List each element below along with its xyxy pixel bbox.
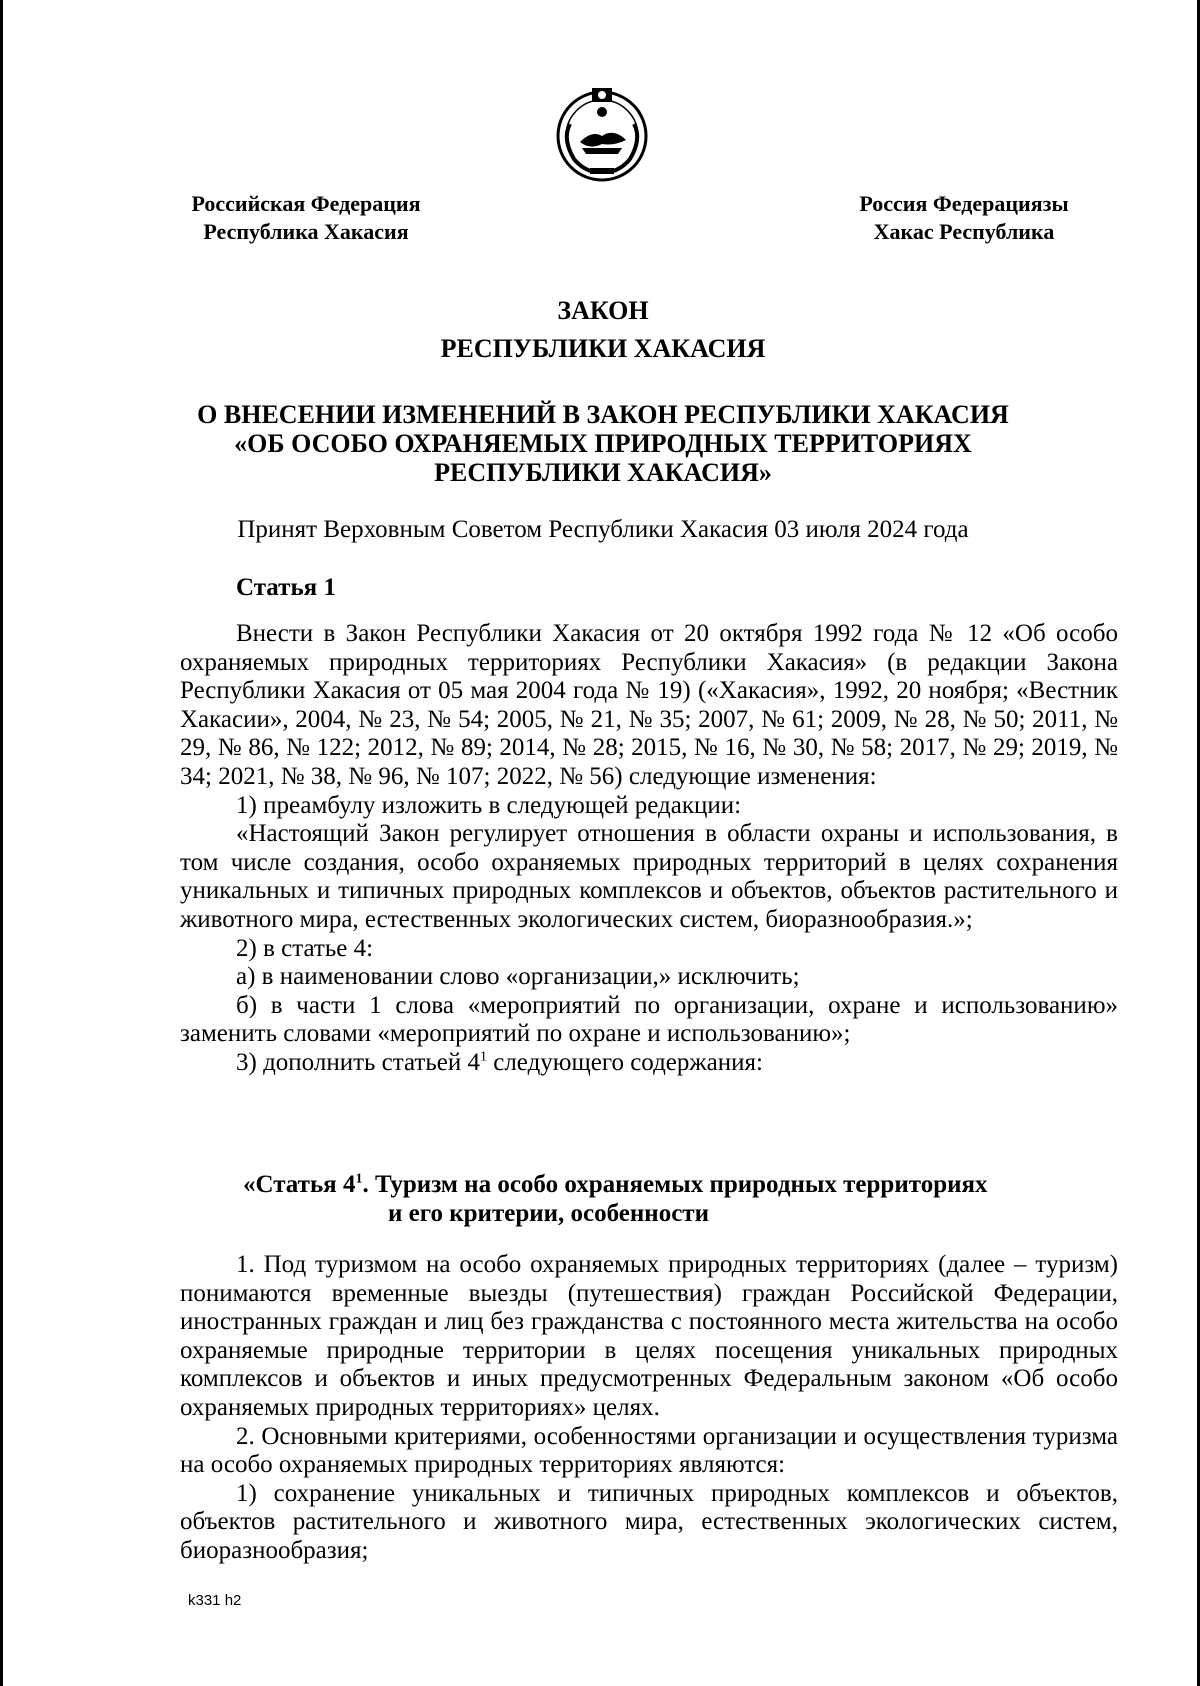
paragraph: 1. Под туризмом на особо охраняемых природных территориях (далее – туризм) понимаются временные выезды (путешествия) граждан Российской Федерации, иностранных граждан и лиц без гражданства с постоянного места жительства на особо охраняемые природные территории в целях посещения уникальных природных комплексов и объектов и иных предусмотренных Федеральным законом «Об особо охраняемых природных территориях» целях. — [180, 1251, 1118, 1421]
adoption-note: Принят Верховным Советом Республики Хакасия 03 июля 2024 года — [237, 516, 969, 543]
paragraph: 2. Основными критериями, особенностями организации и осуществления туризма на особо охраняемых природных территориях являются: — [180, 1422, 1118, 1479]
header-left-block — [181, 190, 431, 246]
subtitle-line: О ВНЕСЕНИИ ИЗМЕНЕНИЙ В ЗАКОН РЕСПУБЛИКИ ХАКАСИЯ — [197, 400, 1009, 429]
article-1-body — [180, 620, 1118, 1078]
khakassia-coat-of-arms-icon — [552, 84, 652, 184]
header-right-republic: Хакас Республика — [873, 219, 1055, 244]
law-title-republic: РЕСПУБЛИКИ ХАКАСИЯ — [440, 334, 766, 363]
article-4-1-body — [180, 1251, 1118, 1566]
paragraph: 1) преамбулу изложить в следующей редакции: — [236, 791, 742, 819]
law-subtitle — [153, 400, 1053, 487]
header-left-republic: Республика Хакасия — [203, 219, 409, 244]
document-code: k331 h2 — [188, 1592, 242, 1609]
header-right-block — [839, 190, 1089, 246]
subtitle-line: «ОБ ОСОБО ОХРАНЯЕМЫХ ПРИРОДНЫХ ТЕРРИТОРИЯХ — [234, 429, 972, 458]
paragraph: 2) в статье 4: — [236, 934, 374, 962]
article-4-1-heading: «Статья $4^1$. Туризм на особо охраняемых природных территориях и его критерии, особенности — [243, 1171, 988, 1227]
paragraph: «Настоящий Закон регулирует отношения в области охраны и использования, в том числе создания, особо охраняемых природных территорий в целях сохранения уникальных и типичных природных комплексов и объектов, объектов растительного и животного мира, естественных экологических систем, биоразнообразия.»; — [180, 820, 1118, 933]
paragraph-item-3: 3) дополнить статьей $4^1$ следующего содержания: — [236, 1048, 763, 1076]
header-left-country: Российская Федерация — [191, 191, 421, 216]
paragraph: 1) сохранение уникальных и типичных природных комплексов и объектов, объектов растительного и животного мира, естественных экологических систем, биоразнообразия; — [180, 1479, 1118, 1564]
paragraph: а) в наименовании слово «организации,» исключить; — [236, 963, 800, 991]
article-1-heading: Статья 1 — [236, 574, 336, 601]
header-right-country: Россия Федерациязы — [859, 191, 1069, 216]
law-title: ЗАКОН — [557, 296, 649, 325]
subtitle-line: РЕСПУБЛИКИ ХАКАСИЯ» — [434, 458, 772, 487]
paragraph: б) в части 1 слова «мероприятий по организации, охране и использованию» заменить словами «мероприятий по охране и использованию»; — [180, 991, 1118, 1048]
paragraph: Внести в Закон Республики Хакасия от 20 октября 1992 года № 12 «Об особо охраняемых природных территориях Республики Хакасия» (в редакции Закона Республики Хакасия от 05 мая 2004 года № 19) («Хакасия», 1992, 20 ноября; «Вестник Хакасии», 2004, № 23, № 54; 2005, № 21, № 35; 2007, № 61; 2009, № 28, № 50; 2011, № 29, № 86, № 122; 2012, № 89; 2014, № 28; 2015, № 16, № 30, № 58; 2017, № 29; 2019, № 34; 2021, № 38, № 96, № 107; 2022, № 56) следующие изменения: — [180, 620, 1118, 790]
